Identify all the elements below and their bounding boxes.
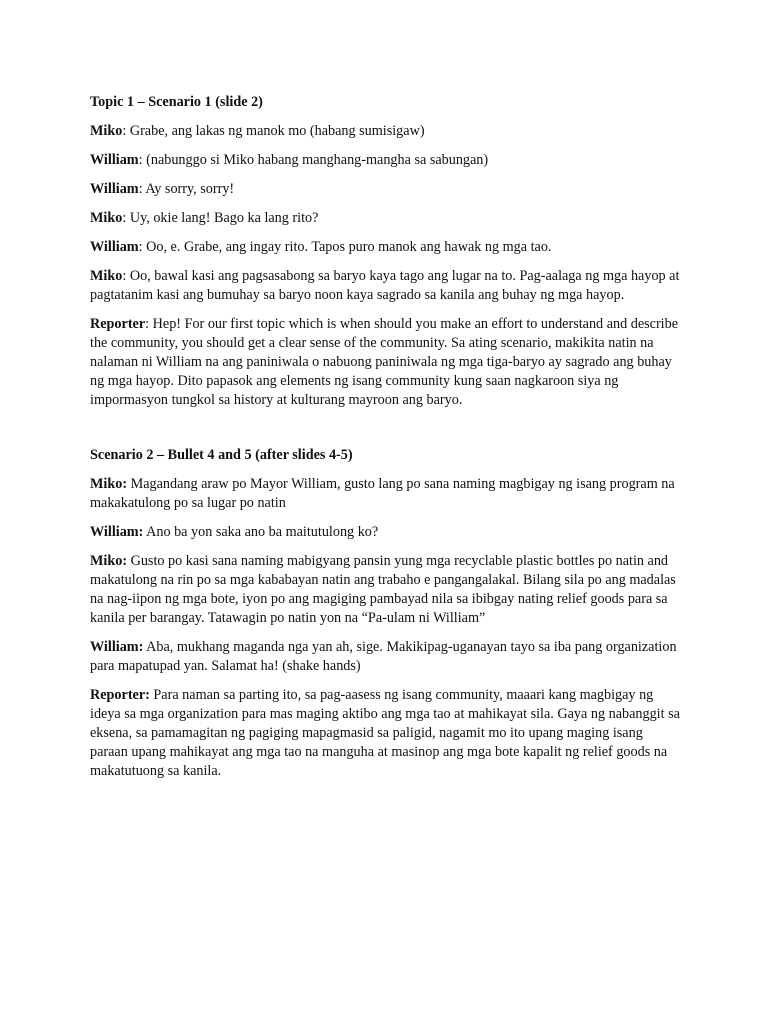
dialogue-text: Hep! For our first topic which is when should you make an effort to understand and describe the community, you should get a clear sense of the community. Sa ating scenario, makikita natin na nalaman ni William na ang paniniwala o nabuong paniniwala ng mga tiga-baryo ay sagrado ang buhay ng mga hayop. Dito papasok ang elements ng isang community kung saan nagkaroon siya ng impormasyon tungkol sa history at kulturang mayroon ang baryo. (90, 316, 678, 408)
dialogue-line (90, 475, 680, 513)
dialogue-text: Para naman sa parting ito, sa pag-aasess ng isang community, maaari kang magbigay ng ideya sa mga organization para mas maging aktibo ang mga tao at mahikayat sila. Gaya ng nabanggit sa eksena, sa pamamagitan ng pagiging mapagmasid sa paligid, nagamit mo ito upang maging isang paraan upang mahikayat ang mga tao na manguha at masinop ang mga bote kapalit ng relief goods na makatutuong sa kanila. (90, 687, 680, 779)
dialogue-line (90, 238, 680, 257)
speaker-separator: : (122, 268, 130, 284)
dialogue-line (90, 523, 680, 542)
speaker-name: William (90, 152, 139, 168)
speaker-name: Reporter (90, 316, 146, 332)
speaker-name: Miko (90, 210, 123, 226)
section-spacer (90, 420, 680, 446)
dialogue-line (90, 180, 680, 199)
dialogue-text: Magandang araw po Mayor William, gusto lang po sana naming magbigay ng isang program na makakatulong po sa lugar po natin (90, 476, 675, 511)
speaker-separator: : (122, 123, 130, 139)
dialogue-line (90, 209, 680, 228)
dialogue-text: Oo, e. Grabe, ang ingay rito. Tapos puro manok ang hawak ng mga tao. (146, 239, 552, 255)
speaker-name: Miko (90, 123, 123, 139)
speaker-separator: : (138, 181, 146, 197)
dialogue-line (90, 686, 680, 781)
speaker-separator: : (145, 316, 153, 332)
speaker-name: Miko: (90, 476, 128, 492)
speaker-separator: : (122, 210, 130, 226)
dialogue-text: Oo, bawal kasi ang pagsasabong sa baryo kaya tago ang lugar na to. Pag-aalaga ng mga hayop at pagtatanim kasi ang bumuhay sa baryo noon kaya sagrado sa kanila ang buhay ng mga hayop. (90, 268, 680, 303)
dialogue-text: Gusto po kasi sana naming mabigyang pansin yung mga recyclable plastic bottles po natin and makatulong na rin po sa mga kababayan natin ang trabaho e pangangalakal. Bilang sila po ang madalas na nag-iipon ng mga bote, iyon po ang magiging pambayad nila sa ibibgay nating relief goods para sa kanila per barangay. Tatawagin po natin yon na “Pa-ulam ni William” (90, 553, 676, 626)
dialogue-text: Ano ba yon saka ano ba maitutulong ko? (146, 524, 379, 540)
dialogue-text: Aba, mukhang maganda nga yan ah, sige. Makikipag-uganayan tayo sa iba pang organization para mapatupad yan. Salamat ha! (shake hands) (90, 639, 677, 674)
dialogue-line (90, 151, 680, 170)
speaker-name: William (90, 239, 139, 255)
speaker-name: Reporter: (90, 687, 150, 703)
dialogue-line (90, 315, 680, 410)
dialogue-line (90, 638, 680, 676)
dialogue-line (90, 267, 680, 305)
section-heading-2: Scenario 2 – Bullet 4 and 5 (after slides 4-5) (90, 447, 353, 463)
speaker-separator: : (138, 239, 147, 255)
speaker-name: William (90, 181, 139, 197)
dialogue-text: (nabunggo si Miko habang manghang-mangha sa sabungan) (146, 152, 489, 168)
speaker-name: Miko (90, 268, 123, 284)
dialogue-text: Ay sorry, sorry! (145, 181, 235, 197)
dialogue-line (90, 122, 680, 141)
dialogue-text: Grabe, ang lakas ng manok mo (habang sumisigaw) (129, 123, 425, 139)
speaker-name: William: (90, 524, 144, 540)
speaker-separator: : (138, 152, 147, 168)
section-heading-1: Topic 1 – Scenario 1 (slide 2) (90, 94, 263, 110)
speaker-name: William: (90, 639, 144, 655)
dialogue-text: Uy, okie lang! Bago ka lang rito? (129, 210, 319, 226)
speaker-name: Miko: (90, 553, 128, 569)
dialogue-line (90, 552, 680, 628)
document-page (90, 93, 680, 791)
